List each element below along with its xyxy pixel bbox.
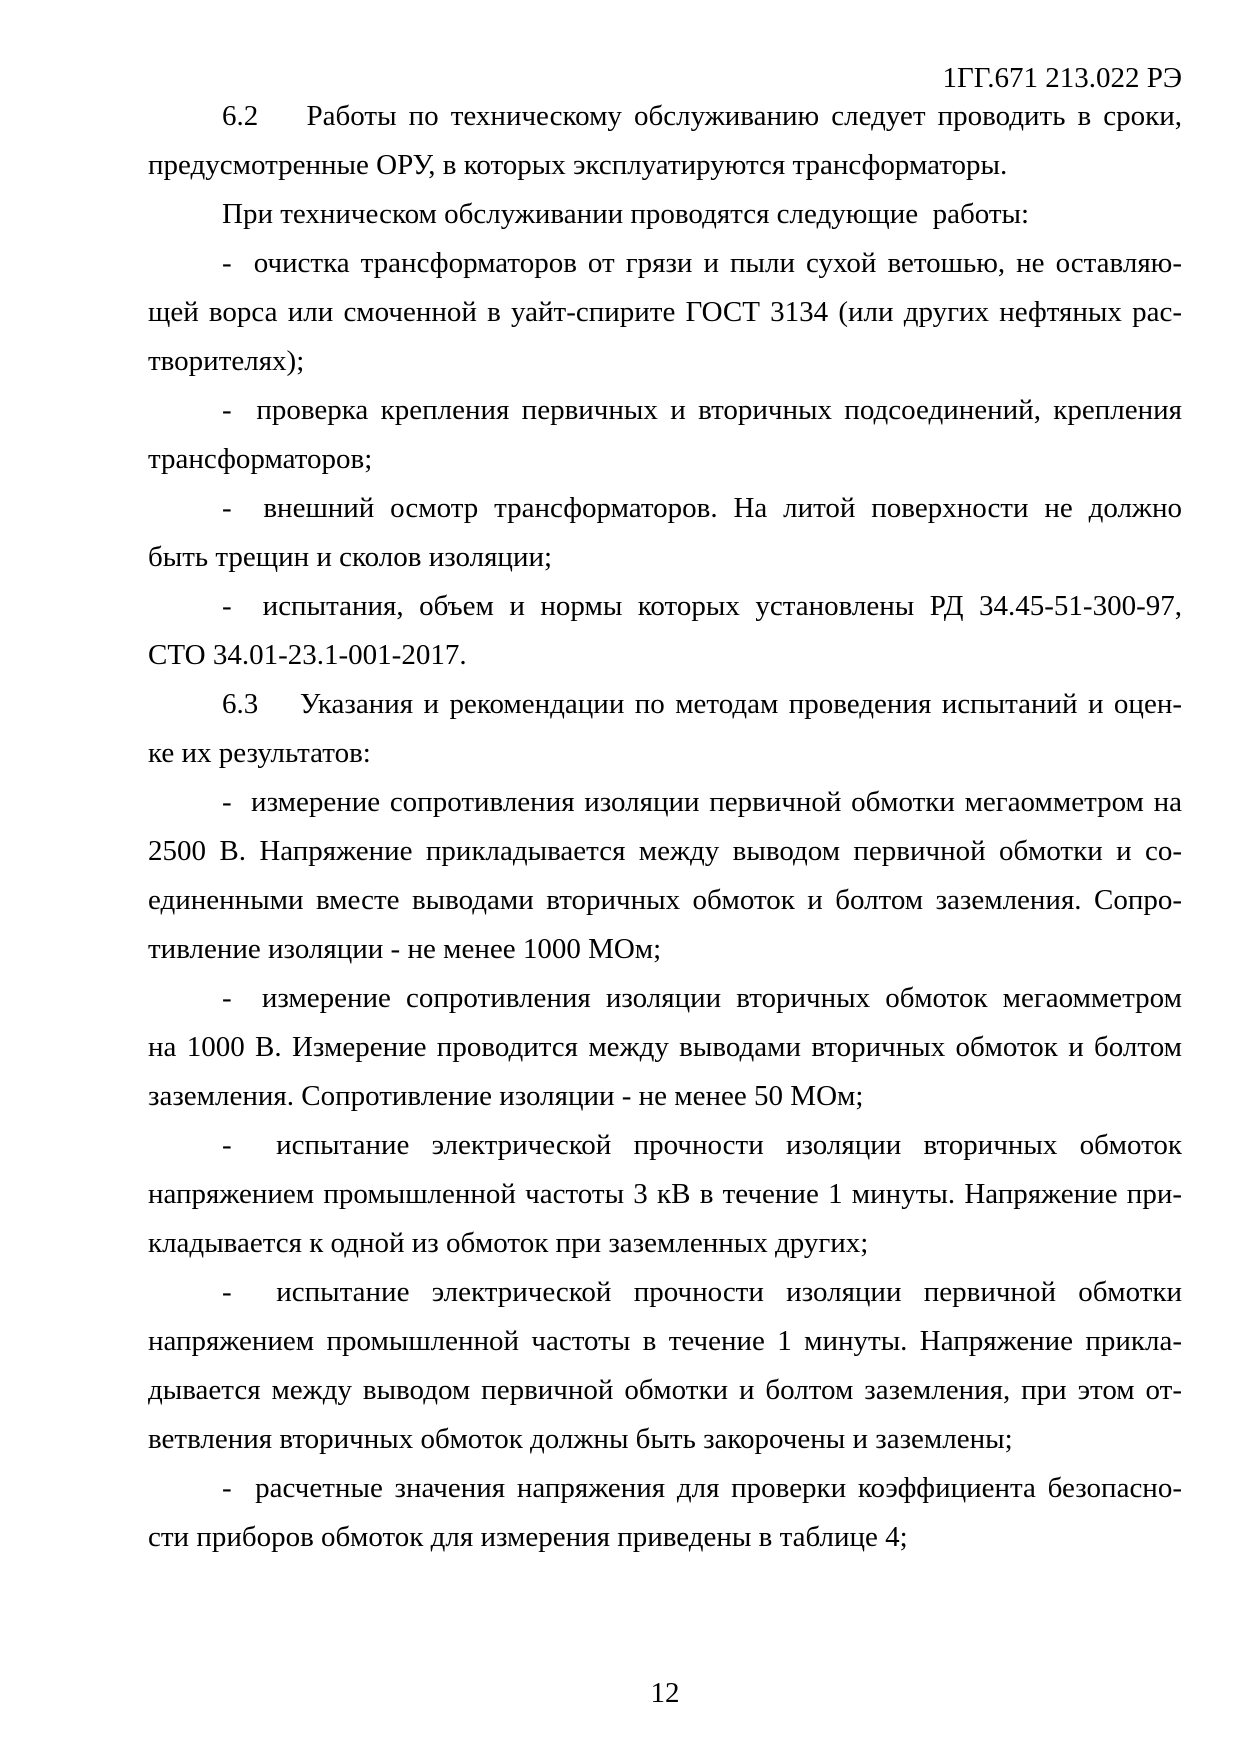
- paragraph: [148, 778, 1182, 974]
- text-line: предусмотренные ОРУ, в которых эксплуатируются трансформаторы.: [148, 149, 1008, 181]
- paragraph: [148, 974, 1182, 1121]
- paragraph: [148, 386, 1182, 484]
- document-body: [148, 92, 1182, 1562]
- text-line: - очистка трансформаторов от грязи и пыли сухой ветошью, не оставляю-: [222, 247, 1182, 279]
- paragraph: [148, 239, 1182, 386]
- text-line: - проверка крепления первичных и вторичных подсоединений, крепления: [222, 394, 1182, 426]
- text-line: дывается между выводом первичной обмотки и болтом заземления, при этом от-: [148, 1374, 1182, 1406]
- text-line: ветвления вторичных обмоток должны быть закорочены и заземлены;: [148, 1423, 1013, 1455]
- text-line: - внешний осмотр трансформаторов. На литой поверхности не должно: [222, 492, 1182, 524]
- paragraph: [148, 1121, 1182, 1268]
- paragraph: [148, 484, 1182, 582]
- page-number: 12: [650, 1677, 680, 1709]
- text-line: единенными вместе выводами вторичных обмоток и болтом заземления. Сопро-: [148, 884, 1182, 916]
- paragraph: [148, 1268, 1182, 1464]
- text-line: - испытания, объем и нормы которых установлены РД 34.45-51-300-97,: [222, 590, 1182, 622]
- text-line: 2500 В. Напряжение прикладывается между выводом первичной обмотки и со-: [148, 835, 1182, 867]
- text-line: - измерение сопротивления изоляции вторичных обмоток мегаомметром: [222, 982, 1182, 1014]
- text-line: на 1000 В. Измерение проводится между выводами вторичных обмоток и болтом: [148, 1031, 1182, 1063]
- text-line: - расчетные значения напряжения для проверки коэффициента безопасно-: [222, 1472, 1182, 1504]
- text-line: щей ворса или смоченной в уайт-спирите ГОСТ 3134 (или других нефтяных рас-: [148, 296, 1182, 328]
- text-line: напряжением промышленной частоты в течение 1 минуты. Напряжение прикла-: [148, 1325, 1182, 1357]
- text-line: При техническом обслуживании проводятся следующие работы:: [222, 198, 1030, 230]
- text-line: трансформаторов;: [148, 443, 373, 475]
- document-code-header: 1ГГ.671 213.022 РЭ: [942, 62, 1182, 94]
- text-line: 6.3 Указания и рекомендации по методам проведения испытаний и оцен-: [222, 688, 1182, 720]
- text-line: кладывается к одной из обмоток при заземленных других;: [148, 1227, 869, 1259]
- text-line: быть трещин и сколов изоляции;: [148, 541, 553, 573]
- text-line: - измерение сопротивления изоляции первичной обмотки мегаомметром на: [222, 786, 1182, 818]
- paragraph: [148, 190, 1182, 239]
- text-line: заземления. Сопротивление изоляции - не менее 50 МОм;: [148, 1080, 864, 1112]
- text-line: тивление изоляции - не менее 1000 МОм;: [148, 933, 662, 965]
- text-line: СТО 34.01-23.1-001-2017.: [148, 639, 467, 671]
- paragraph: [148, 680, 1182, 778]
- text-line: 6.2 Работы по техническому обслуживанию следует проводить в сроки,: [222, 100, 1182, 132]
- text-line: творителях);: [148, 345, 305, 377]
- text-line: напряжением промышленной частоты 3 кВ в течение 1 минуты. Напряжение при-: [148, 1178, 1182, 1210]
- paragraph: [148, 582, 1182, 680]
- text-line: сти приборов обмоток для измерения приведены в таблице 4;: [148, 1521, 908, 1553]
- text-line: - испытание электрической прочности изоляции первичной обмотки: [222, 1276, 1182, 1308]
- text-line: ке их результатов:: [148, 737, 371, 769]
- paragraph: [148, 92, 1182, 190]
- text-line: - испытание электрической прочности изоляции вторичных обмоток: [222, 1129, 1182, 1161]
- paragraph: [148, 1464, 1182, 1562]
